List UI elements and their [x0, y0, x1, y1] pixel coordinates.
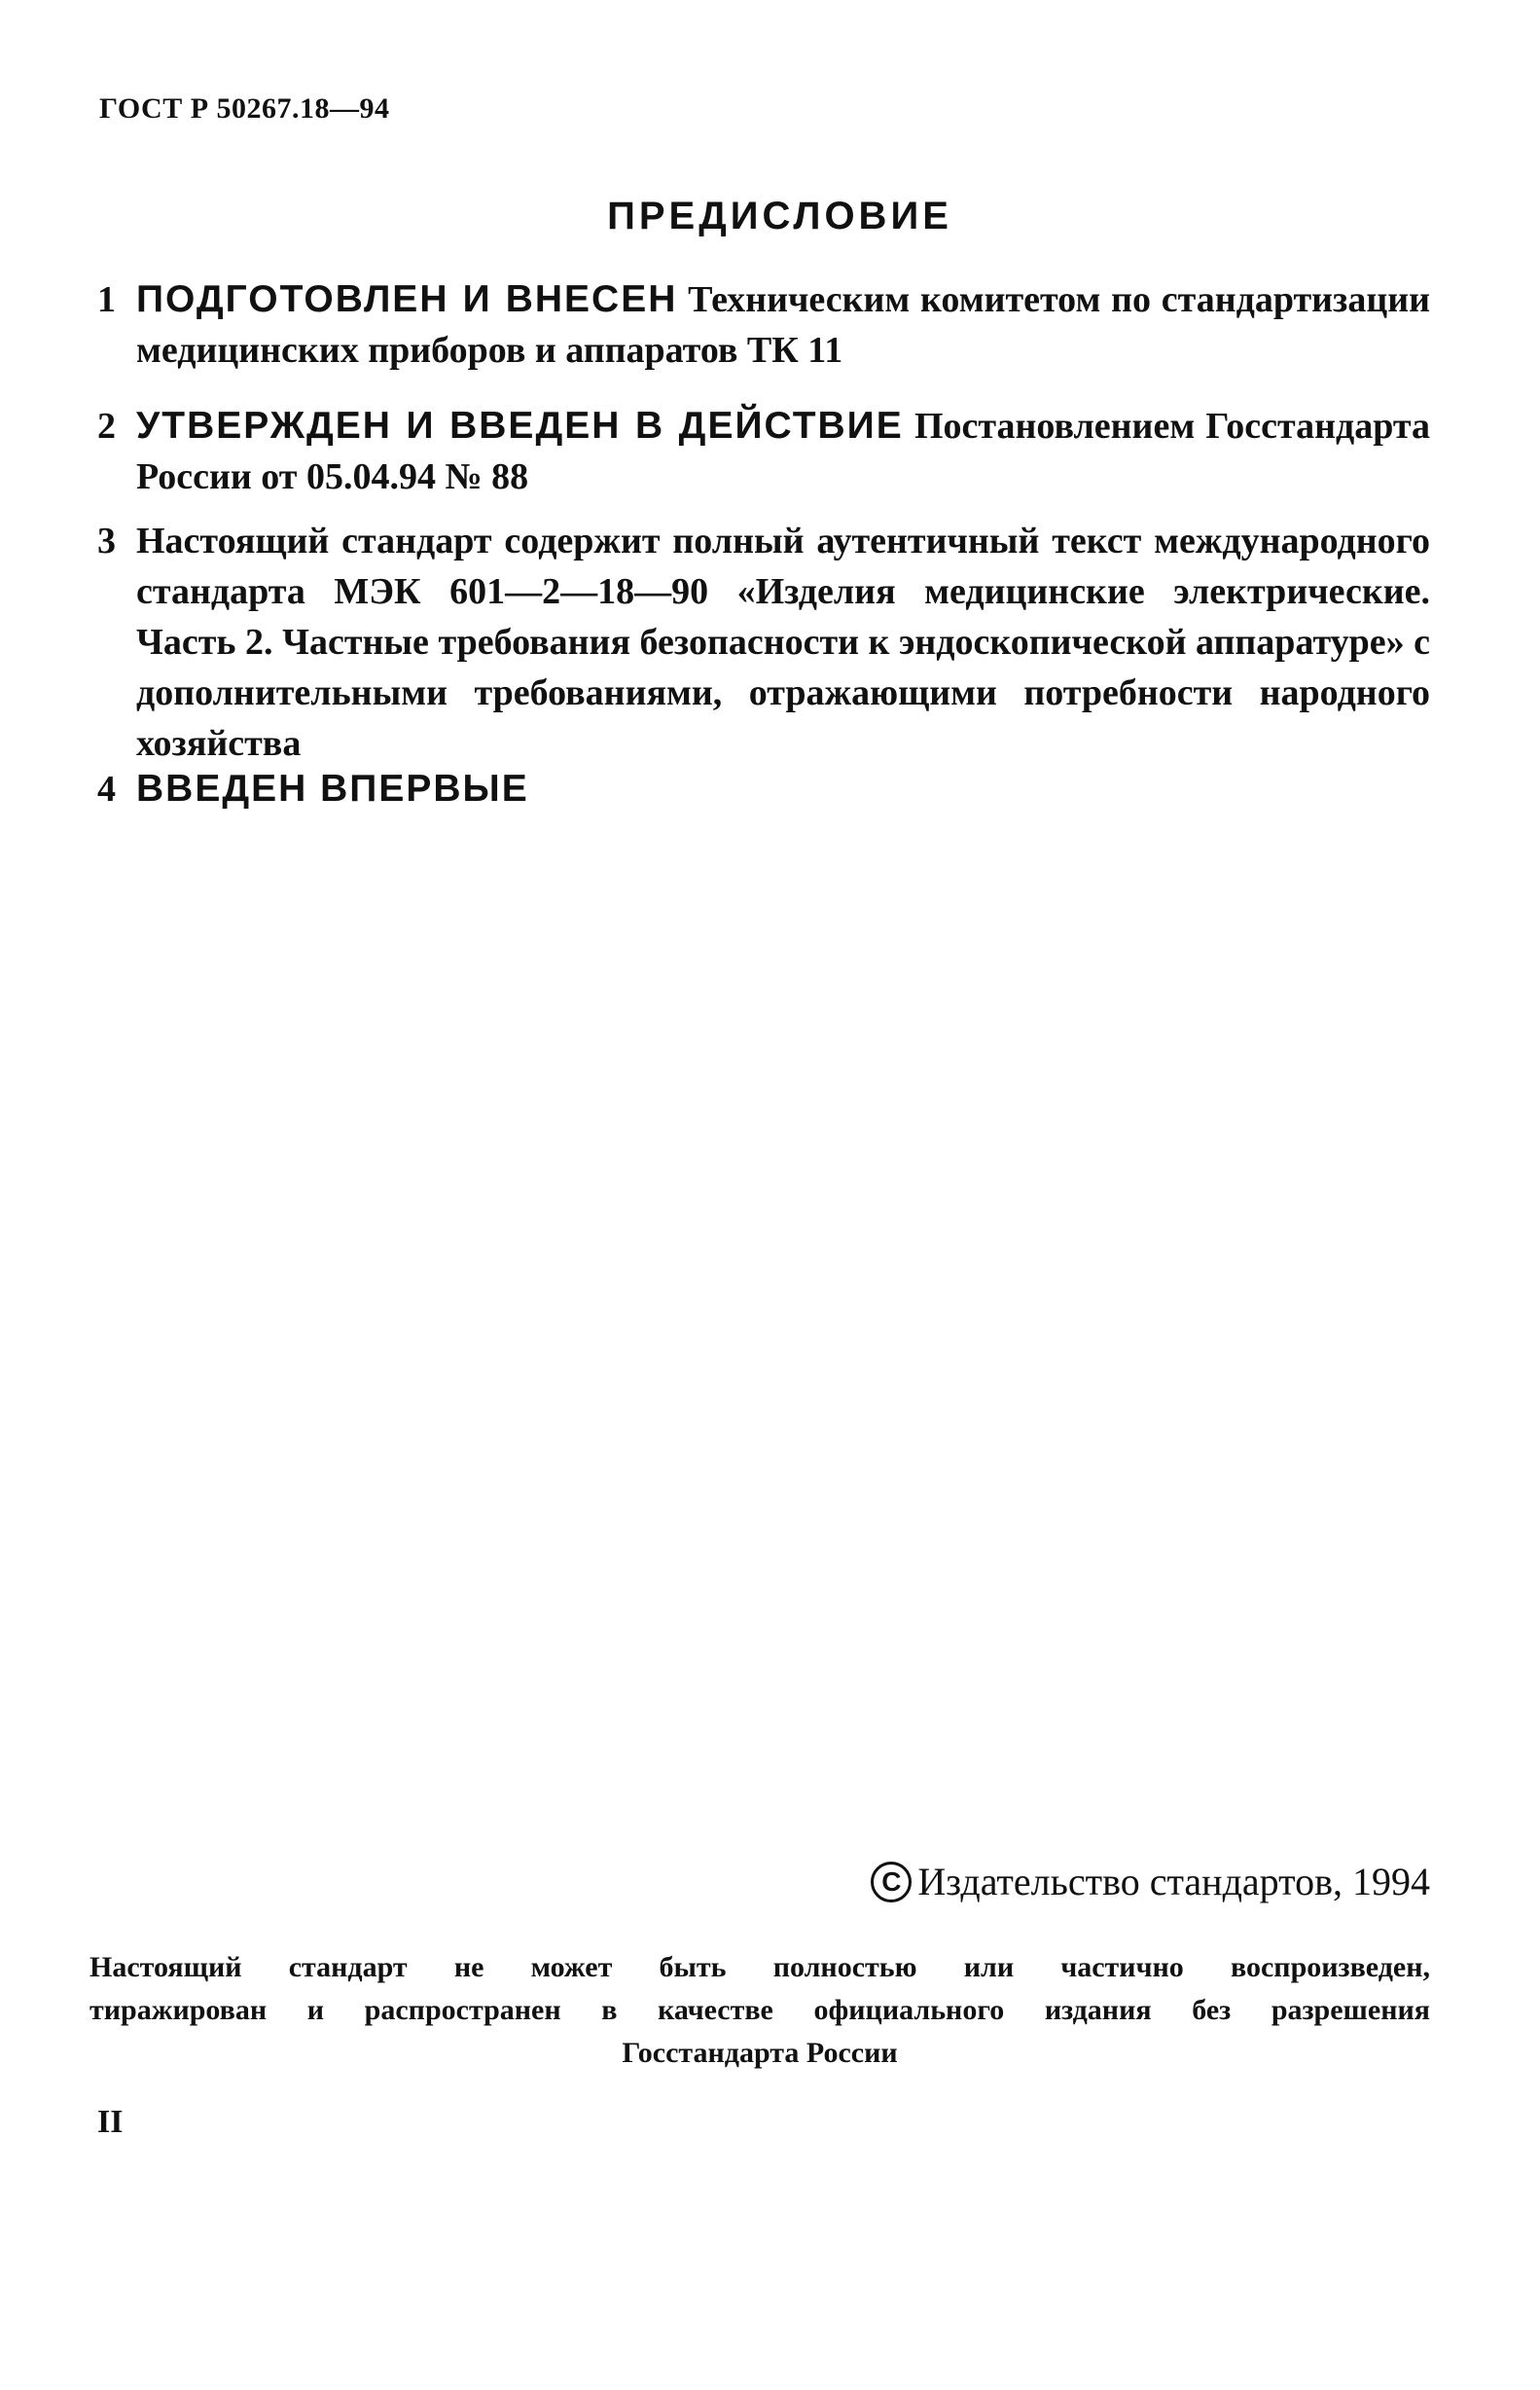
copyright-icon: C	[871, 1862, 912, 1902]
item-body: Настоящий стандарт содержит полный аутентичный текст международного стандарта МЭК 601—2—18—90 «Изделия медицинские электрические. Часть 2. Частные требования безопасности к эндоскопической аппаратуре» с дополнительными требованиями, отражающими потребности народного хозяйства	[136, 521, 1430, 764]
foreword-item-2	[97, 401, 1430, 502]
foreword-item-4	[97, 764, 1430, 815]
foreword-item-3	[97, 516, 1430, 769]
copyright-line	[871, 1859, 1430, 1904]
item-body: Постановлением Госстандарта России от 05.04.94 № 88	[136, 406, 1430, 497]
item-text	[136, 401, 1430, 502]
page-number: II	[97, 2104, 124, 2140]
notice-line-3: Госстандарта России	[622, 2037, 898, 2069]
item-text	[136, 764, 1430, 815]
notice-line-1: Настоящий стандарт не может быть полностью или частично воспроизведен,	[90, 1951, 1430, 1983]
item-number: 2	[97, 406, 116, 447]
item-heading: ВВЕДЕН ВПЕРВЫЕ	[136, 768, 529, 810]
foreword-item-1	[97, 274, 1430, 376]
page-title: ПРЕДИСЛОВИЕ	[607, 195, 952, 237]
item-heading: ПОДГОТОВЛЕН И ВНЕСЕН	[136, 278, 678, 320]
item-text	[136, 516, 1430, 769]
item-body: Техническим комитетом по стандартизации медицинских приборов и аппаратов ТК 11	[136, 279, 1431, 371]
copyright-text: Издательство стандартов, 1994	[917, 1860, 1430, 1903]
item-number: 3	[97, 521, 116, 561]
item-heading: УТВЕРЖДЕН И ВВЕДЕН В ДЕЙСТВИЕ	[136, 405, 904, 447]
reproduction-notice	[90, 1946, 1430, 2075]
standard-code: ГОСТ Р 50267.18—94	[99, 92, 390, 125]
notice-line-2: тиражирован и распространен в качестве официального издания без разрешения	[90, 1994, 1430, 2026]
item-number: 4	[97, 769, 116, 810]
item-text	[136, 274, 1430, 376]
item-number: 1	[97, 279, 116, 320]
